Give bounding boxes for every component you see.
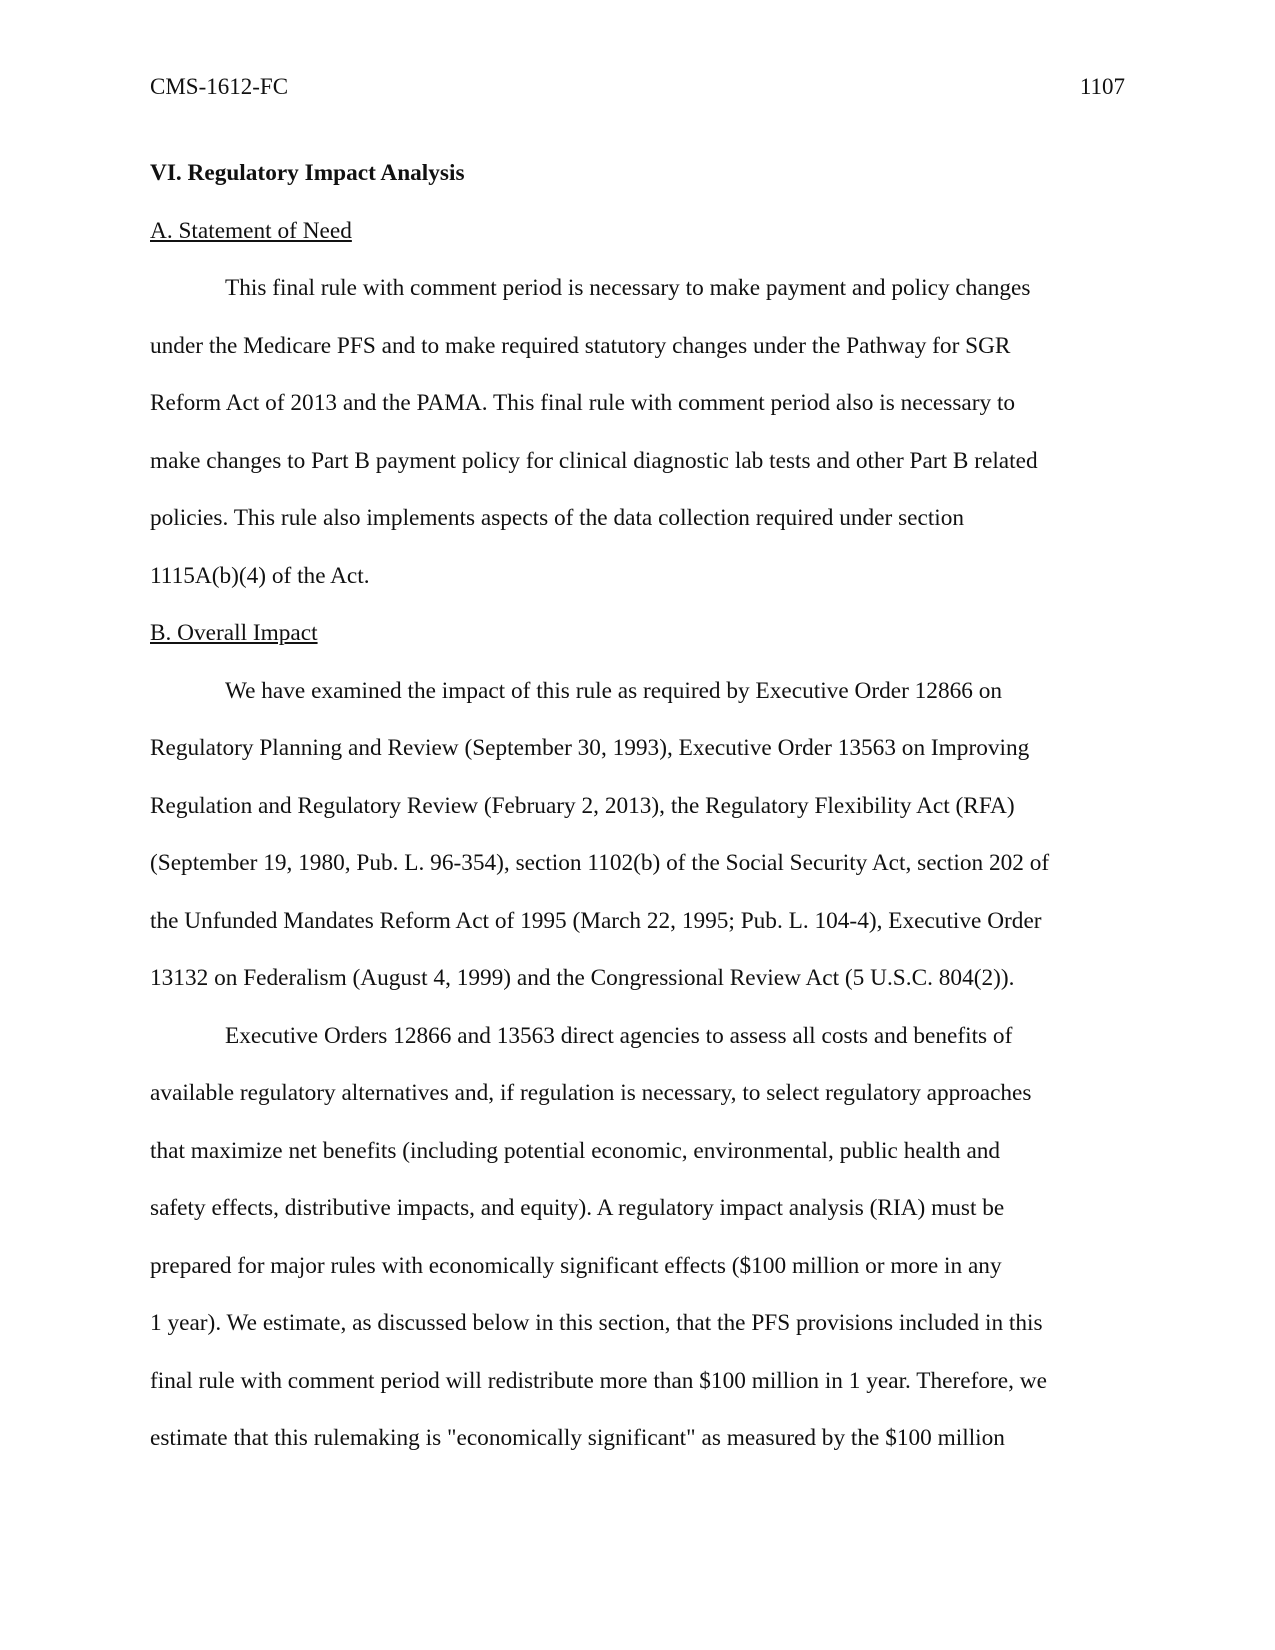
paragraph-line: Regulatory Planning and Review (September 30, 1993), Executive Order 13563 on Improving xyxy=(150,735,1030,761)
subsection-heading-statement-of-need: A. Statement of Need xyxy=(150,217,352,244)
section-title: VI. Regulatory Impact Analysis xyxy=(150,160,465,186)
paragraph-line: 1 year). We estimate, as discussed below in this section, that the PFS provisions included in this xyxy=(150,1310,1043,1336)
paragraph-line: under the Medicare PFS and to make required statutory changes under the Pathway for SGR xyxy=(150,332,1011,359)
document-id: CMS-1612-FC xyxy=(150,74,289,99)
paragraph-line: We have examined the impact of this rule as required by Executive Order 12866 on xyxy=(225,677,1003,704)
paragraph-line: estimate that this rulemaking is "economically significant" as measured by the $100 million xyxy=(150,1425,1005,1451)
page-header xyxy=(150,74,1125,104)
paragraph-overall-impact-1 xyxy=(150,663,1130,1008)
paragraph-line: 13132 on Federalism (August 4, 1999) and the Congressional Review Act (5 U.S.C. 804(2)). xyxy=(150,965,1015,991)
paragraph-line: make changes to Part B payment policy for clinical diagnostic lab tests and other Part B related xyxy=(150,447,1038,474)
paragraph-line: that maximize net benefits (including potential economic, environmental, public health and xyxy=(150,1137,1001,1164)
paragraph-line: final rule with comment period will redistribute more than $100 million in 1 year. Therefore, we xyxy=(150,1367,1047,1394)
paragraph-line: 1115A(b)(4) of the Act. xyxy=(150,562,370,589)
paragraph-line: available regulatory alternatives and, if regulation is necessary, to select regulatory approaches xyxy=(150,1080,1032,1106)
paragraph-statement-of-need xyxy=(150,260,1130,605)
document-body xyxy=(150,145,1130,1468)
paragraph-overall-impact-2 xyxy=(150,1008,1130,1468)
paragraph-line: (September 19, 1980, Pub. L. 96-354), section 1102(b) of the Social Security Act, section 202 of xyxy=(150,850,1050,876)
paragraph-line: Reform Act of 2013 and the PAMA. This final rule with comment period also is necessary to xyxy=(150,390,1016,416)
page-number: 1107 xyxy=(1079,74,1125,99)
paragraph-line: the Unfunded Mandates Reform Act of 1995 (March 22, 1995; Pub. L. 104-4), Executive Order xyxy=(150,907,1042,934)
paragraph-line: Regulation and Regulatory Review (February 2, 2013), the Regulatory Flexibility Act (RFA) xyxy=(150,792,1015,819)
paragraph-line: prepared for major rules with economically significant effects ($100 million or more in any xyxy=(150,1252,1002,1279)
paragraph-line: safety effects, distributive impacts, and equity). A regulatory impact analysis (RIA) must be xyxy=(150,1195,1005,1221)
subsection-heading-overall-impact: B. Overall Impact xyxy=(150,620,318,646)
paragraph-line: policies. This rule also implements aspects of the data collection required under section xyxy=(150,505,965,531)
paragraph-line: Executive Orders 12866 and 13563 direct agencies to assess all costs and benefits of xyxy=(225,1022,1013,1049)
paragraph-line: This final rule with comment period is necessary to make payment and policy changes xyxy=(225,275,1031,301)
